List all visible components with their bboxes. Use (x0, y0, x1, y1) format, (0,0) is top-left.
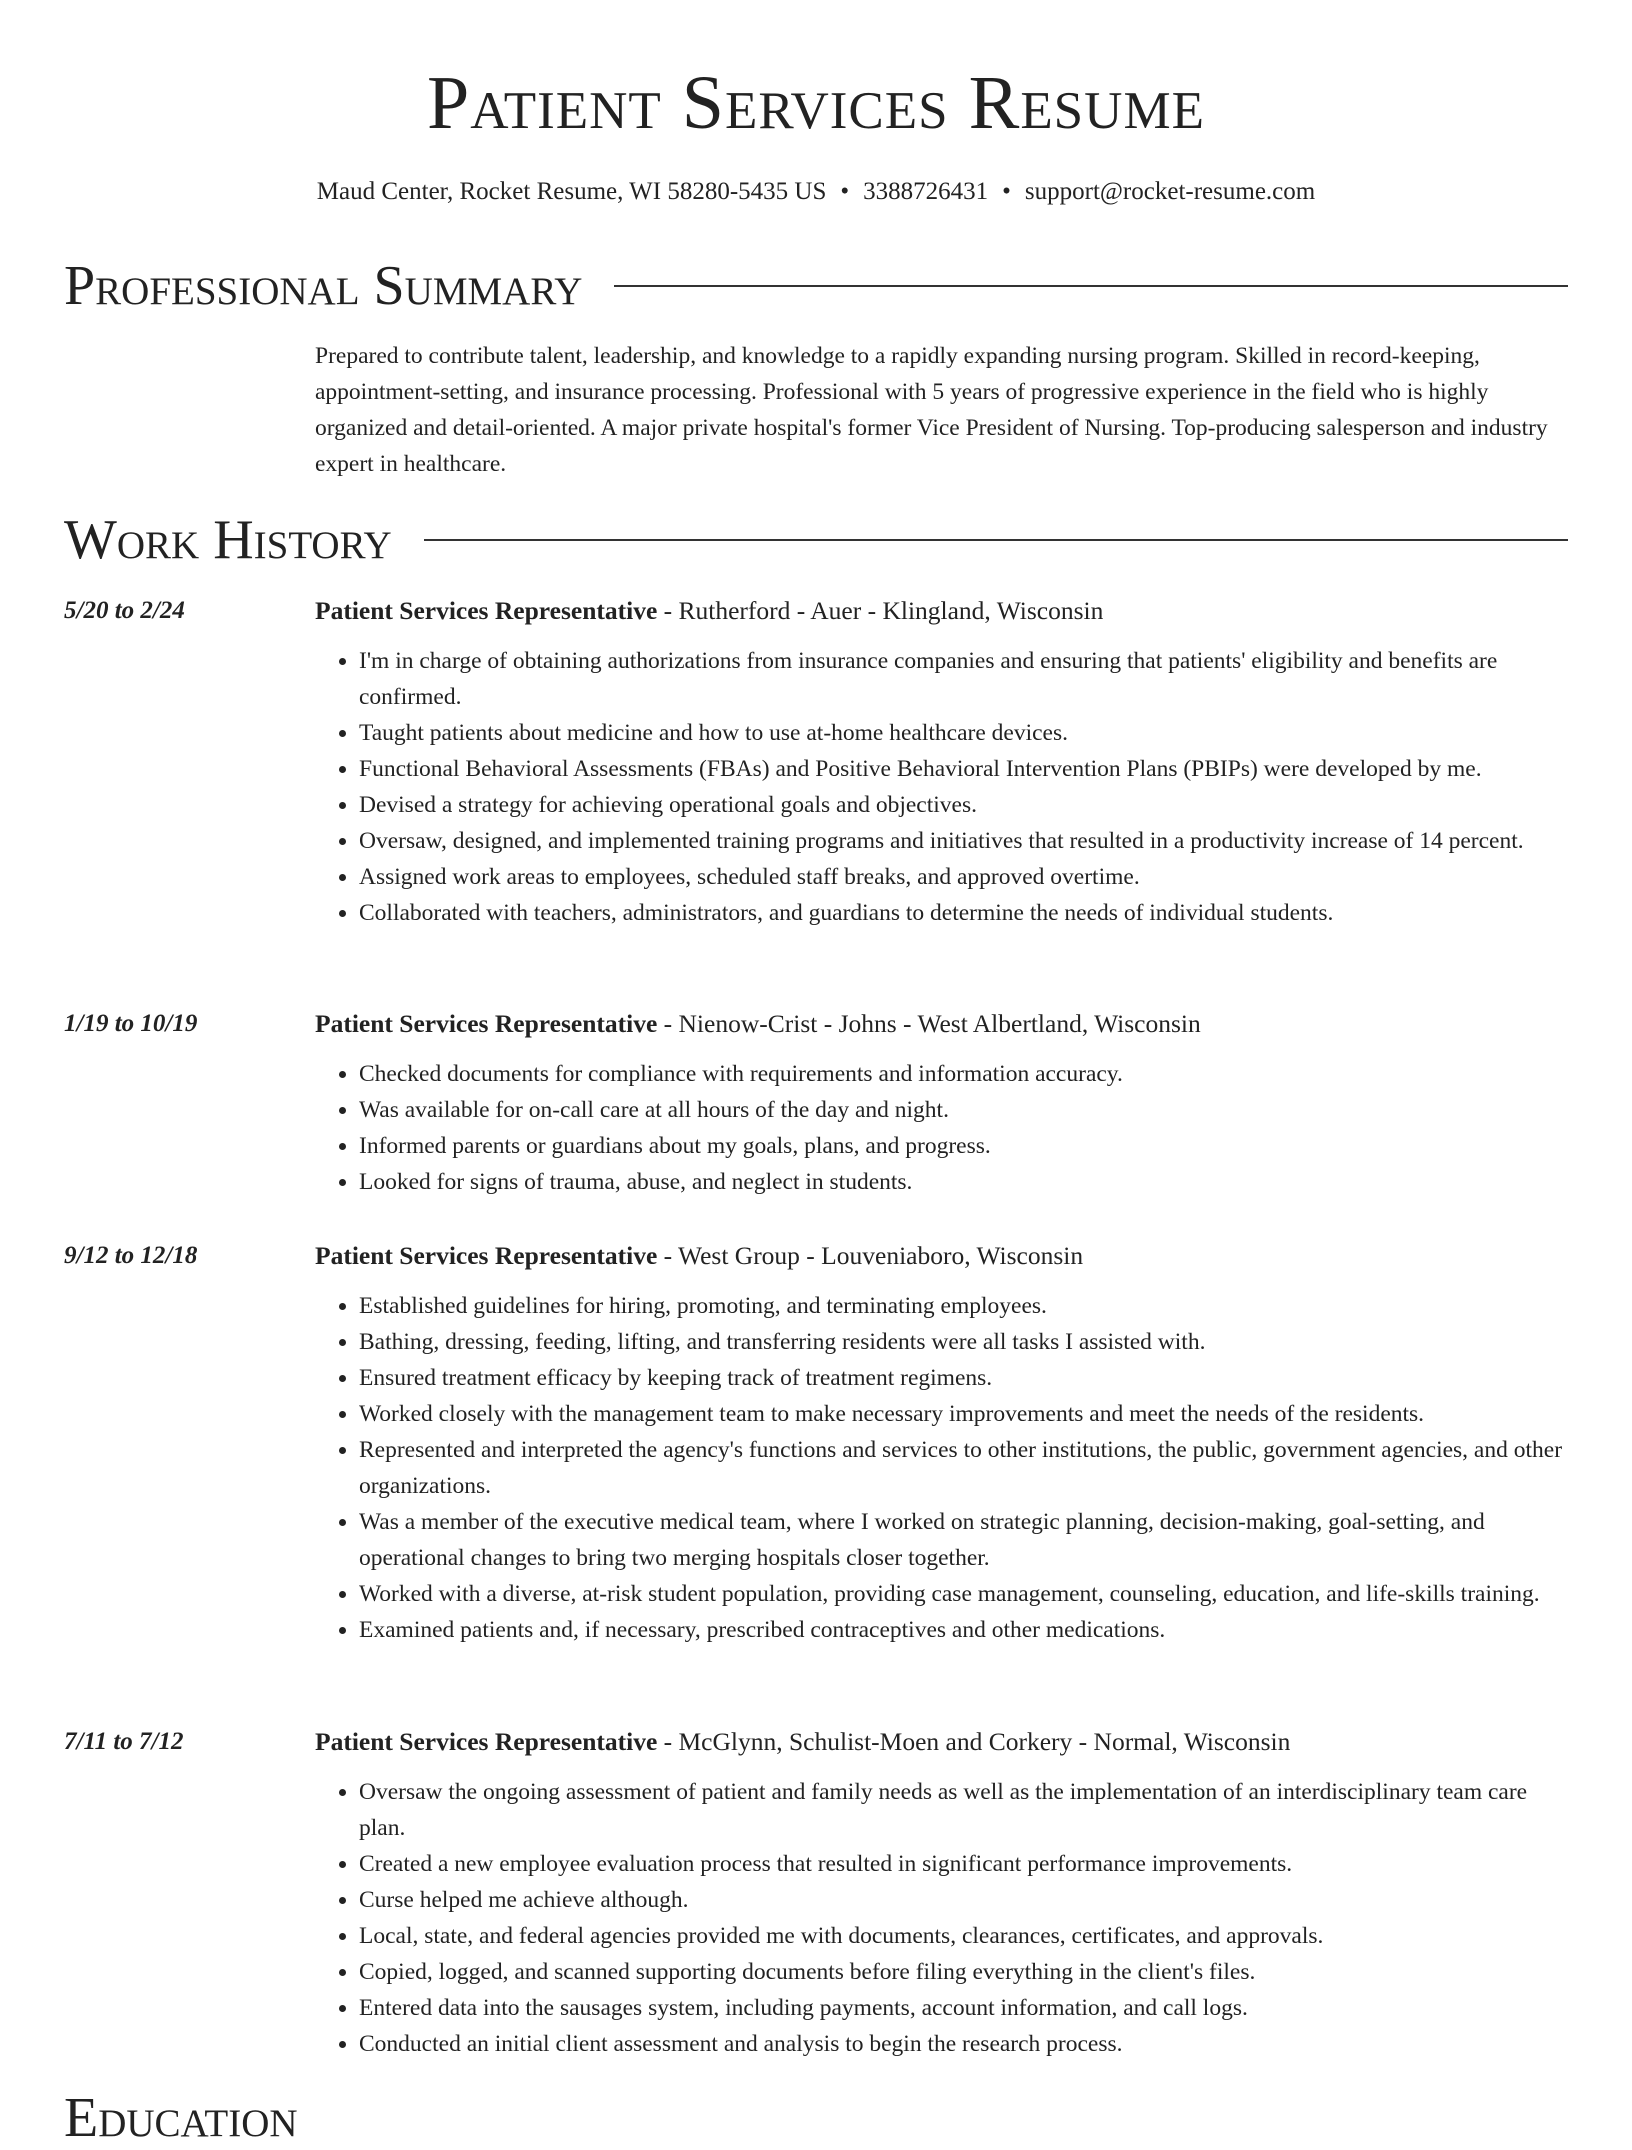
job-role: Patient Services Representative (315, 1241, 658, 1270)
job-bullet: • Copied, logged, and scanned supporting documents before filing everything in the client's files. (359, 1954, 1568, 1990)
job-bullet: • Was a member of the executive medical team, where I worked on strategic planning, decision-making, goal-setting, and operational changes to bring two merging hospitals closer together. (359, 1504, 1568, 1576)
job-bullet: • Ensured treatment efficacy by keeping track of treatment regimens. (359, 1360, 1568, 1396)
job-heading (315, 1724, 1568, 1760)
contact-line (0, 174, 1632, 210)
job-bullet: • Oversaw the ongoing assessment of patient and family needs as well as the implementation of an interdisciplinary team care plan. (359, 1774, 1568, 1846)
job-bullet: • Local, state, and federal agencies provided me with documents, clearances, certificates, and approvals. (359, 1918, 1568, 1954)
contact-separator: • (840, 178, 850, 205)
job-bullets (315, 1774, 1568, 2062)
section-divider (424, 539, 1568, 541)
job-bullet: • Assigned work areas to employees, scheduled staff breaks, and approved overtime. (359, 859, 1568, 895)
summary-text: Prepared to contribute talent, leadership, and knowledge to a rapidly expanding nursing program. Skilled in record-keeping, appointment-setting, and insurance processing. Professional with 5 years of progressive experience in the field who is highly organized and detail-oriented. A major private hospital's former Vice President of Nursing. Top-producing salesperson and industry expert in healthcare. (315, 343, 1548, 477)
job-bullet: • Functional Behavioral Assessments (FBAs) and Positive Behavioral Intervention Plans (PBIPs) were developed by me. (359, 751, 1568, 787)
job-bullet: • Checked documents for compliance with requirements and information accuracy. (359, 1056, 1568, 1092)
section-divider (614, 285, 1568, 287)
job-bullets (315, 1056, 1568, 1200)
job-bullet: • Worked closely with the management team to make necessary improvements and meet the needs of the residents. (359, 1396, 1568, 1432)
job-role: Patient Services Representative (315, 596, 658, 625)
job-dates: 5/20 to 2/24 (64, 597, 185, 624)
job-bullet: • Worked with a diverse, at-risk student population, providing case management, counseling, education, and life-skills training. (359, 1576, 1568, 1612)
job-bullet: • I'm in charge of obtaining authorizations from insurance companies and ensuring that patients' eligibility and benefits are confirmed. (359, 643, 1568, 715)
job-bullet: • Bathing, dressing, feeding, lifting, and transferring residents were all tasks I assisted with. (359, 1324, 1568, 1360)
job-dates: 7/11 to 7/12 (64, 1728, 184, 1755)
job-employer: - McGlynn, Schulist-Moen and Corkery - Normal, Wisconsin (657, 1727, 1291, 1756)
section-title-education: Education (64, 2087, 298, 2149)
job-heading (315, 1006, 1568, 1042)
job-bullet: • Curse helped me achieve although. (359, 1882, 1568, 1918)
section-header-work-history (64, 508, 1568, 572)
job-bullet: • Informed parents or guardians about my goals, plans, and progress. (359, 1128, 1568, 1164)
resume-name: Patient Services Resume (427, 61, 1205, 145)
job-bullets (315, 1288, 1568, 1648)
contact-email: support@rocket-resume.com (1024, 178, 1316, 205)
job-bullet: • Collaborated with teachers, administrators, and guardians to determine the needs of individual students. (359, 895, 1568, 931)
job-bullet: • Established guidelines for hiring, promoting, and terminating employees. (359, 1288, 1568, 1324)
section-header-professional-summary (64, 254, 1568, 318)
job-bullet: • Created a new employee evaluation process that resulted in significant performance improvements. (359, 1846, 1568, 1882)
contact-phone: 3388726431 (863, 178, 989, 205)
job-heading (315, 593, 1568, 629)
job-bullet: • Taught patients about medicine and how to use at-home healthcare devices. (359, 715, 1568, 751)
job-bullet: • Entered data into the sausages system, including payments, account information, and call logs. (359, 1990, 1568, 2026)
job-bullet: • Devised a strategy for achieving operational goals and objectives. (359, 787, 1568, 823)
contact-separator: • (1002, 178, 1011, 205)
contact-address: Maud Center, Rocket Resume, WI 58280-5435 US (316, 178, 827, 205)
job-employer: - Nienow-Crist - Johns - West Albertland, Wisconsin (657, 1009, 1201, 1038)
job-bullet: • Was available for on-call care at all hours of the day and night. (359, 1092, 1568, 1128)
job-bullet: • Oversaw, designed, and implemented training programs and initiatives that resulted in a productivity increase of 14 percent. (359, 823, 1568, 859)
job-heading (315, 1238, 1568, 1274)
section-title: Professional Summary (64, 255, 583, 317)
job-bullets (315, 643, 1568, 931)
job-dates: 1/19 to 10/19 (64, 1010, 198, 1037)
job-employer: - West Group - Louveniaboro, Wisconsin (657, 1241, 1084, 1270)
job-bullet: • Represented and interpreted the agency's functions and services to other institutions, the public, government agencies, and other organizations. (359, 1432, 1568, 1504)
job-employer: - Rutherford - Auer - Klingland, Wisconsin (657, 596, 1104, 625)
section-title: Work History (64, 509, 392, 571)
job-dates: 9/12 to 12/18 (64, 1242, 198, 1269)
job-bullet: • Looked for signs of trauma, abuse, and neglect in students. (359, 1164, 1568, 1200)
job-role: Patient Services Representative (315, 1009, 658, 1038)
job-role: Patient Services Representative (315, 1727, 658, 1756)
job-bullet: • Conducted an initial client assessment and analysis to begin the research process. (359, 2026, 1568, 2062)
job-bullet: • Examined patients and, if necessary, prescribed contraceptives and other medications. (359, 1612, 1568, 1648)
